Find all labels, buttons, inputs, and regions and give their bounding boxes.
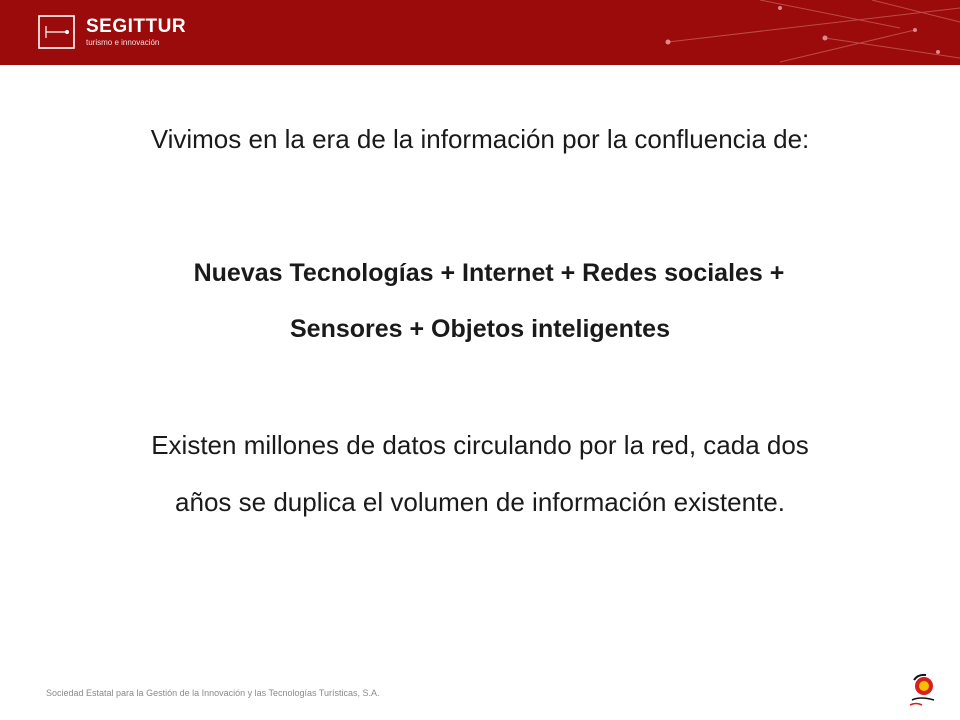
highlight-line-2: Sensores + Objetos inteligentes: [290, 315, 670, 343]
footer-text: Sociedad Estatal para la Gestión de la Innovación y las Tecnologías Turísticas, S.A.: [46, 688, 380, 698]
highlight-text: [0, 245, 960, 357]
paragraph-line-1: Existen millones de datos circulando por la red, cada dos: [151, 430, 809, 460]
header-bar: [0, 0, 960, 65]
body-paragraph: [0, 417, 960, 531]
segittur-logo-icon: [38, 15, 75, 49]
segittur-logo: [38, 15, 186, 49]
highlight-line-1: Nuevas Tecnologías + Internet + Redes sociales +: [193, 259, 785, 287]
brand-tagline: turismo e innovación: [86, 37, 160, 47]
intro-text: Vivimos en la era de la información por la confluencia de:: [150, 124, 810, 154]
brand-name: SEGITTUR: [86, 15, 187, 37]
spain-sun-logo-icon: [906, 672, 940, 708]
paragraph-line-2: años se duplica el volumen de información existente.: [175, 487, 785, 517]
